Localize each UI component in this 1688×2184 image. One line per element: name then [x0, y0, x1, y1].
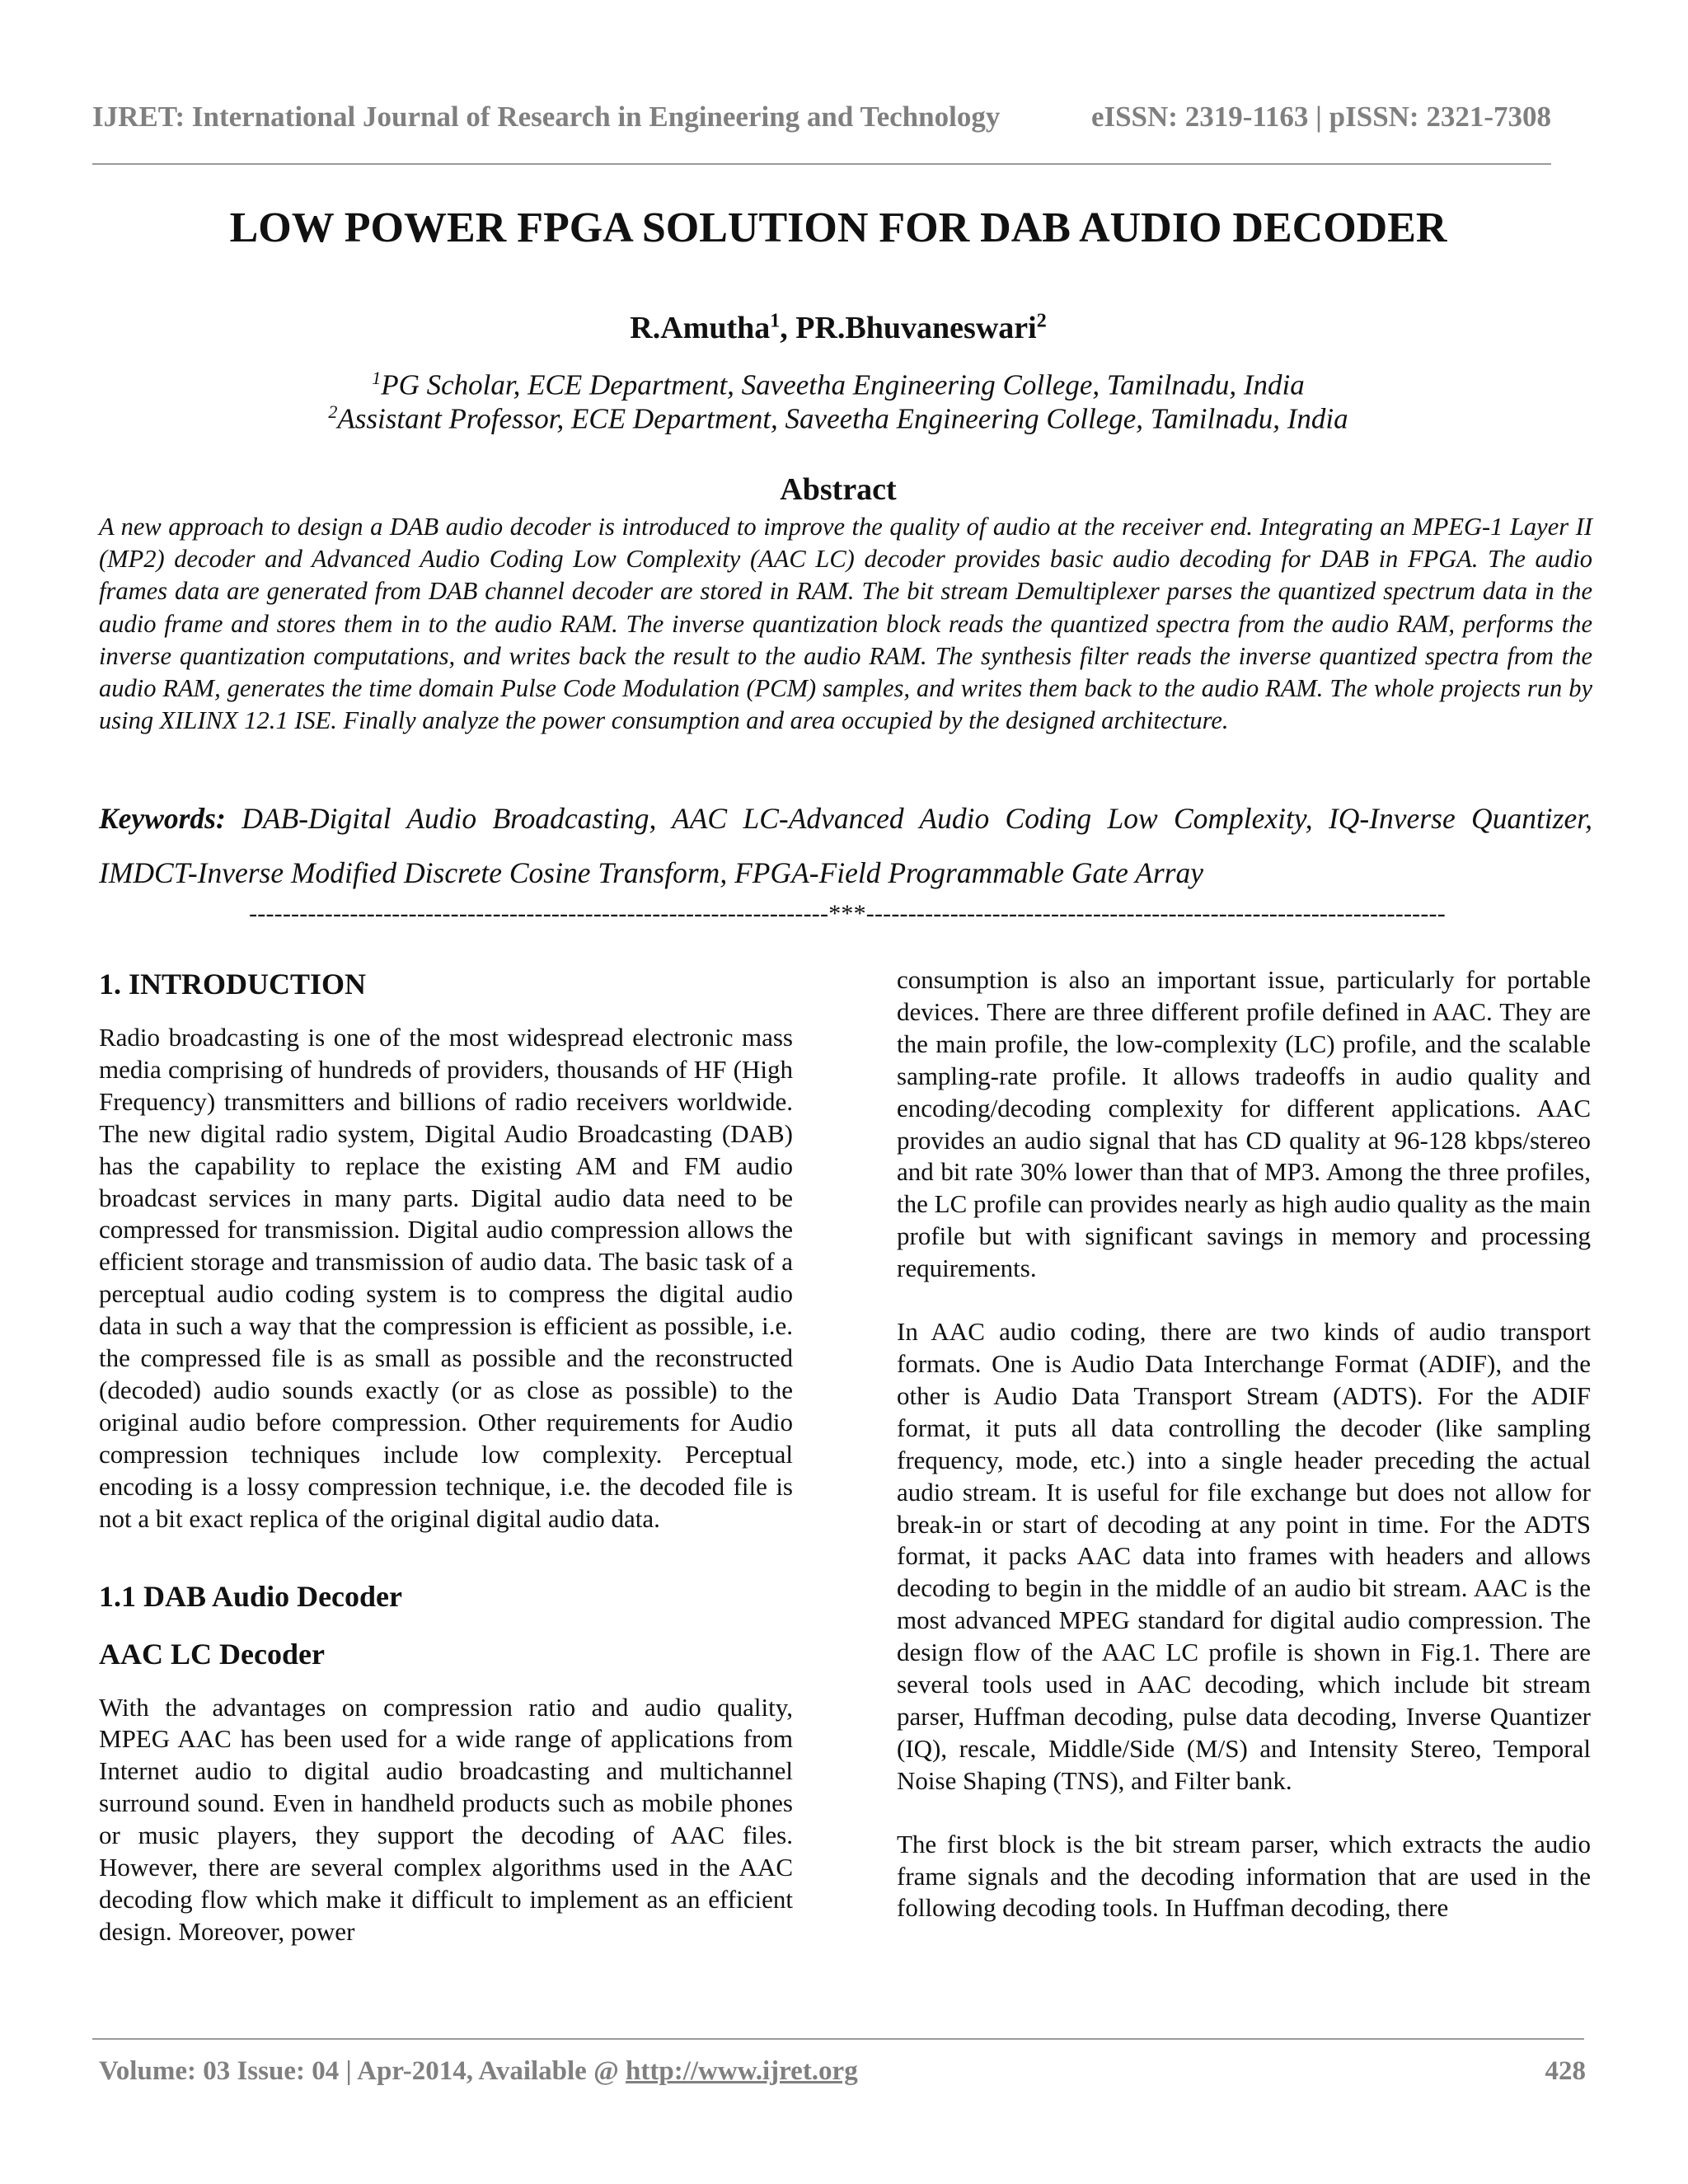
affiliation-mark: 1 [372, 368, 382, 388]
page-footer [99, 2056, 1586, 2087]
keywords [99, 791, 1592, 900]
author-affiliation-mark: 2 [1036, 310, 1047, 332]
running-header [92, 101, 1551, 134]
footer-rule [92, 2038, 1584, 2040]
paragraph: Radio broadcasting is one of the most widespread electronic mass media comprising of hundreds of providers, thousands of HF (High Frequency) transmitters and billions of radio receivers worldwide. The new digital radio system, Digital Audio Broadcasting (DAB) has the capability to replace the existing AM and FM audio broadcast services in many parts. Digital audio data need to be compressed for transmission. Digital audio compression allows the efficient storage and transmission of audio data. The basic task of a perceptual audio coding system is to compress the digital audio data in such a way that the compression is efficient as possible, i.e. the compressed file is as small as possible and the reconstructed (decoded) audio sounds exactly (or as close as possible) to the original audio before compression. Other requirements for Audio compression techniques include low complexity. Perceptual encoding is a lossy compression technique, i.e. the decoded file is not a bit exact replica of the original digital audio data. [99, 1023, 793, 1533]
affiliation [92, 368, 1584, 402]
page-number: 428 [1545, 2056, 1586, 2086]
affiliation-text: PG Scholar, ECE Department, Saveetha Engineering College, Tamilnadu, India [381, 368, 1305, 401]
abstract-text: A new approach to design a DAB audio decoder is introduced to improve the quality of audio at the receiver end. Integrating an MPEG-1 Layer II (MP2) decoder and Advanced Audio Coding Low Complexity (AAC LC) decoder provides basic audio decoding for DAB in FPGA. The audio frames data are generated from DAB channel decoder are stored in RAM. The bit stream Demultiplexer parses the quantized spectrum data in the audio frame and stores them in to the audio RAM. The inverse quantization block reads the quantized spectra from the audio RAM, performs the inverse quantization computations, and writes back the result to the audio RAM. The synthesis filter reads the inverse quantized spectra from the audio RAM, generates the time domain Pulse Code Modulation (PCM) samples, and writes them back to the audio RAM. The whole projects run by using XILINX 12.1 ISE. Finally analyze the power consumption and area occupied by the designed architecture. [99, 513, 1592, 735]
journal-website-link[interactable]: http://www.ijret.org [626, 2056, 858, 2086]
paragraph: With the advantages on compression ratio and audio quality, MPEG AAC has been used for a wide range of applications from Internet audio to digital audio broadcasting and multichannel surround sound. Even in handheld products such as mobile phones or music players, they support the decoding of AAC files. However, there are several complex algorithms used in the AAC decoding flow which make it difficult to implement as an efficient design. Moreover, power [99, 1692, 793, 1946]
issn-numbers: eISSN: 2319-1163 | pISSN: 2321-7308 [1090, 101, 1551, 133]
section-heading: 1. INTRODUCTION [99, 968, 367, 1001]
author-name: R.Amutha [630, 311, 771, 345]
affiliation-mark: 2 [328, 401, 338, 422]
author-name: PR.Bhuvaneswari [795, 311, 1037, 345]
paragraph: The first block is the bit stream parser, which extracts the audio frame signals and the decoding information that are used in the following decoding tools. In Huffman decoding, there [897, 1829, 1591, 1923]
author-separator: , [780, 311, 796, 345]
journal-name: IJRET: International Journal of Research in Engineering and Technology [92, 101, 1001, 133]
right-column [897, 964, 1591, 1924]
subsubsection-heading: AAC LC Decoder [99, 1637, 325, 1671]
author-line [92, 310, 1584, 346]
keywords-label: Keywords: [99, 802, 226, 835]
paragraph: consumption is also an important issue, particularly for portable devices. There are three different profile defined in AAC. They are the main profile, the low-complexity (LC) profile, and the scalable sampling-rate profile. It allows tradeoffs in audio quality and encoding/decoding complexity for different applications. AAC provides an audio signal that has CD quality at 96-128 kbps/stereo and bit rate 30% lower than that of MP3. Among the three profiles, the LC profile can provides nearly as high audio quality as the main profile but with significant savings in memory and processing requirements. [897, 965, 1591, 1283]
affiliation-text: Assistant Professor, ECE Department, Saveetha Engineering College, Tamilnadu, India [337, 402, 1348, 435]
header-rule [92, 163, 1551, 165]
left-column [99, 964, 793, 1948]
section-separator: ---------------------------------------------------------------------***--------------------------------------------------------------------- [249, 900, 1446, 927]
volume-info: Volume: 03 Issue: 04 | Apr-2014, Available @ [99, 2056, 626, 2086]
keywords-text: DAB-Digital Audio Broadcasting, AAC LC-Advanced Audio Coding Low Complexity, IQ-Inverse Quantizer, IMDCT-Inverse Modified Discrete Cosine Transform, FPGA-Field Programmable Gate Array [99, 802, 1592, 889]
abstract-heading: Abstract [780, 472, 897, 507]
paper-title: LOW POWER FPGA SOLUTION FOR DAB AUDIO DECODER [229, 204, 1447, 251]
author-affiliation-mark: 1 [770, 310, 781, 332]
affiliation [92, 401, 1584, 436]
subsection-heading: 1.1 DAB Audio Decoder [99, 1579, 402, 1613]
paragraph: In AAC audio coding, there are two kinds of audio transport formats. One is Audio Data Interchange Format (ADIF), and the other is Audio Data Transport Stream (ADTS). For the ADIF format, it puts all data controlling the decoder (like sampling frequency, mode, etc.) into a single header preceding the actual audio stream. It is useful for file exchange but does not allow for break-in or start of decoding at any point in time. For the ADTS format, it packs AAC data into frames with headers and allows decoding to begin in the middle of an audio bit stream. AAC is the most advanced MPEG standard for digital audio compression. The design flow of the AAC LC profile is shown in Fig.1. There are several tools used in AAC decoding, which include bit stream parser, Huffman decoding, pulse data decoding, Inverse Quantizer (IQ), rescale, Middle/Side (M/S) and Intensity Stereo, Temporal Noise Shaping (TNS), and Filter bank. [897, 1317, 1591, 1795]
